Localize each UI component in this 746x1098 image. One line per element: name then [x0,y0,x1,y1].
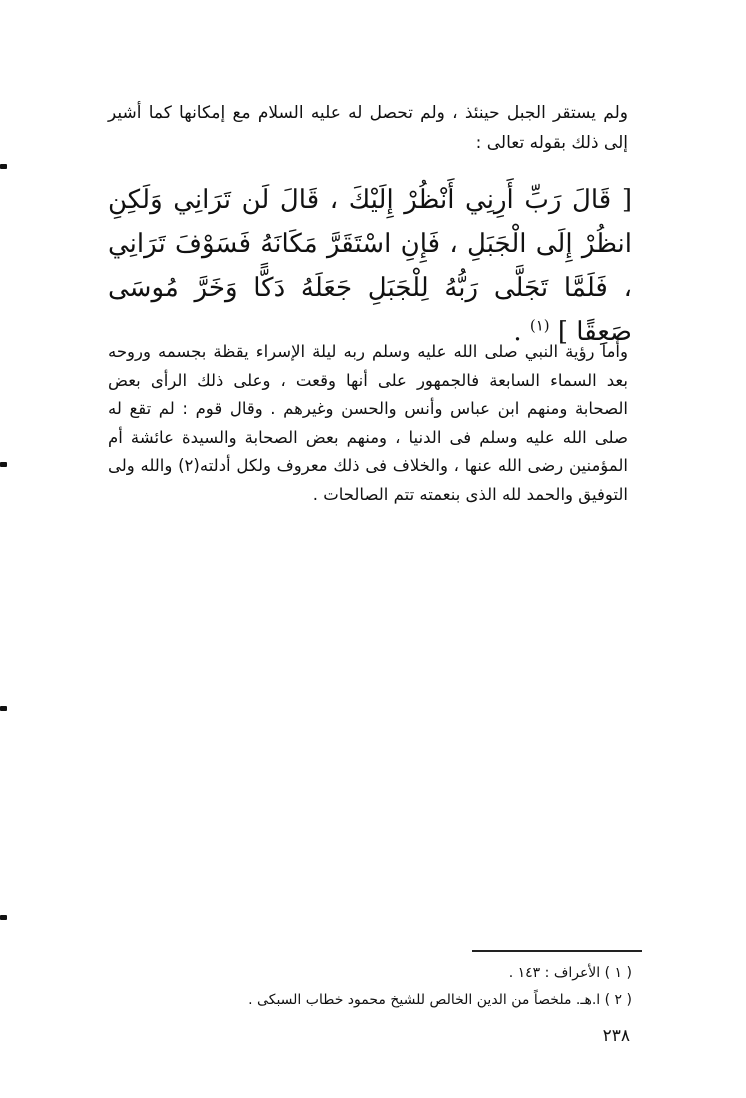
quran-verse-text: [ قَالَ رَبِّ أَرِنِي أَنْظُرْ إِلَيْكَ ، قَالَ لَن تَرَانِي وَلَكِنِ انظُرْ إِلَى الْجَبَلِ ، فَإِنِ اسْتَقَرَّ مَكَانَهُ فَسَوْفَ تَرَانِي ، فَلَمَّا تَجَلَّى رَبُّهُ لِلْجَبَلِ جَعَلَهُ دَكًّا وَخَرَّ مُوسَى صَعِقًا ] [108,185,632,347]
scan-edge-mark [0,915,7,920]
footnote-2: ( ٢ ) ا.هـ. ملخصاً من الدين الخالص للشيخ محمود خطاب السبكى . [248,992,632,1008]
scan-edge-mark [0,462,7,467]
page-number: ٢٣٨ [602,1026,630,1046]
footnotes [200,960,632,1014]
footnote-divider [472,950,642,952]
footnote-ref-1: (١) [529,316,550,335]
body-paragraph: وأما رؤية النبي صلى الله عليه وسلم ربه ليلة الإسراء يقظة بجسمه وروحه بعد السماء السابعة فالجمهور على أنها وقعت ، وعلى ذلك الرأى بعض الصحابة ومنهم ابن عباس وأنس والحسن وغيرهم . وقال قوم : لم تقع له صلى الله عليه وسلم فى الدنيا ، ومنهم بعض الصحابة والسيدة عائشة أم المؤمنين رضى الله عنها ، والخلاف فى ذلك معروف ولكل أدلته(٢) والله ولى التوفيق والحمد لله الذى بنعمته تتم الصالحات . [108,342,628,504]
footnote-1: ( ١ ) الأعراف : ١٤٣ . [508,965,632,981]
scan-edge-mark [0,706,7,711]
intro-paragraph: ولم يستقر الجبل حينئذ ، ولم تحصل له عليه السلام مع إمكانها كما أشير إلى ذلك بقوله تعالى : [108,103,628,153]
scan-edge-mark [0,164,7,169]
verse-end-mark: . [513,317,530,347]
quran-verse-block [108,178,632,354]
